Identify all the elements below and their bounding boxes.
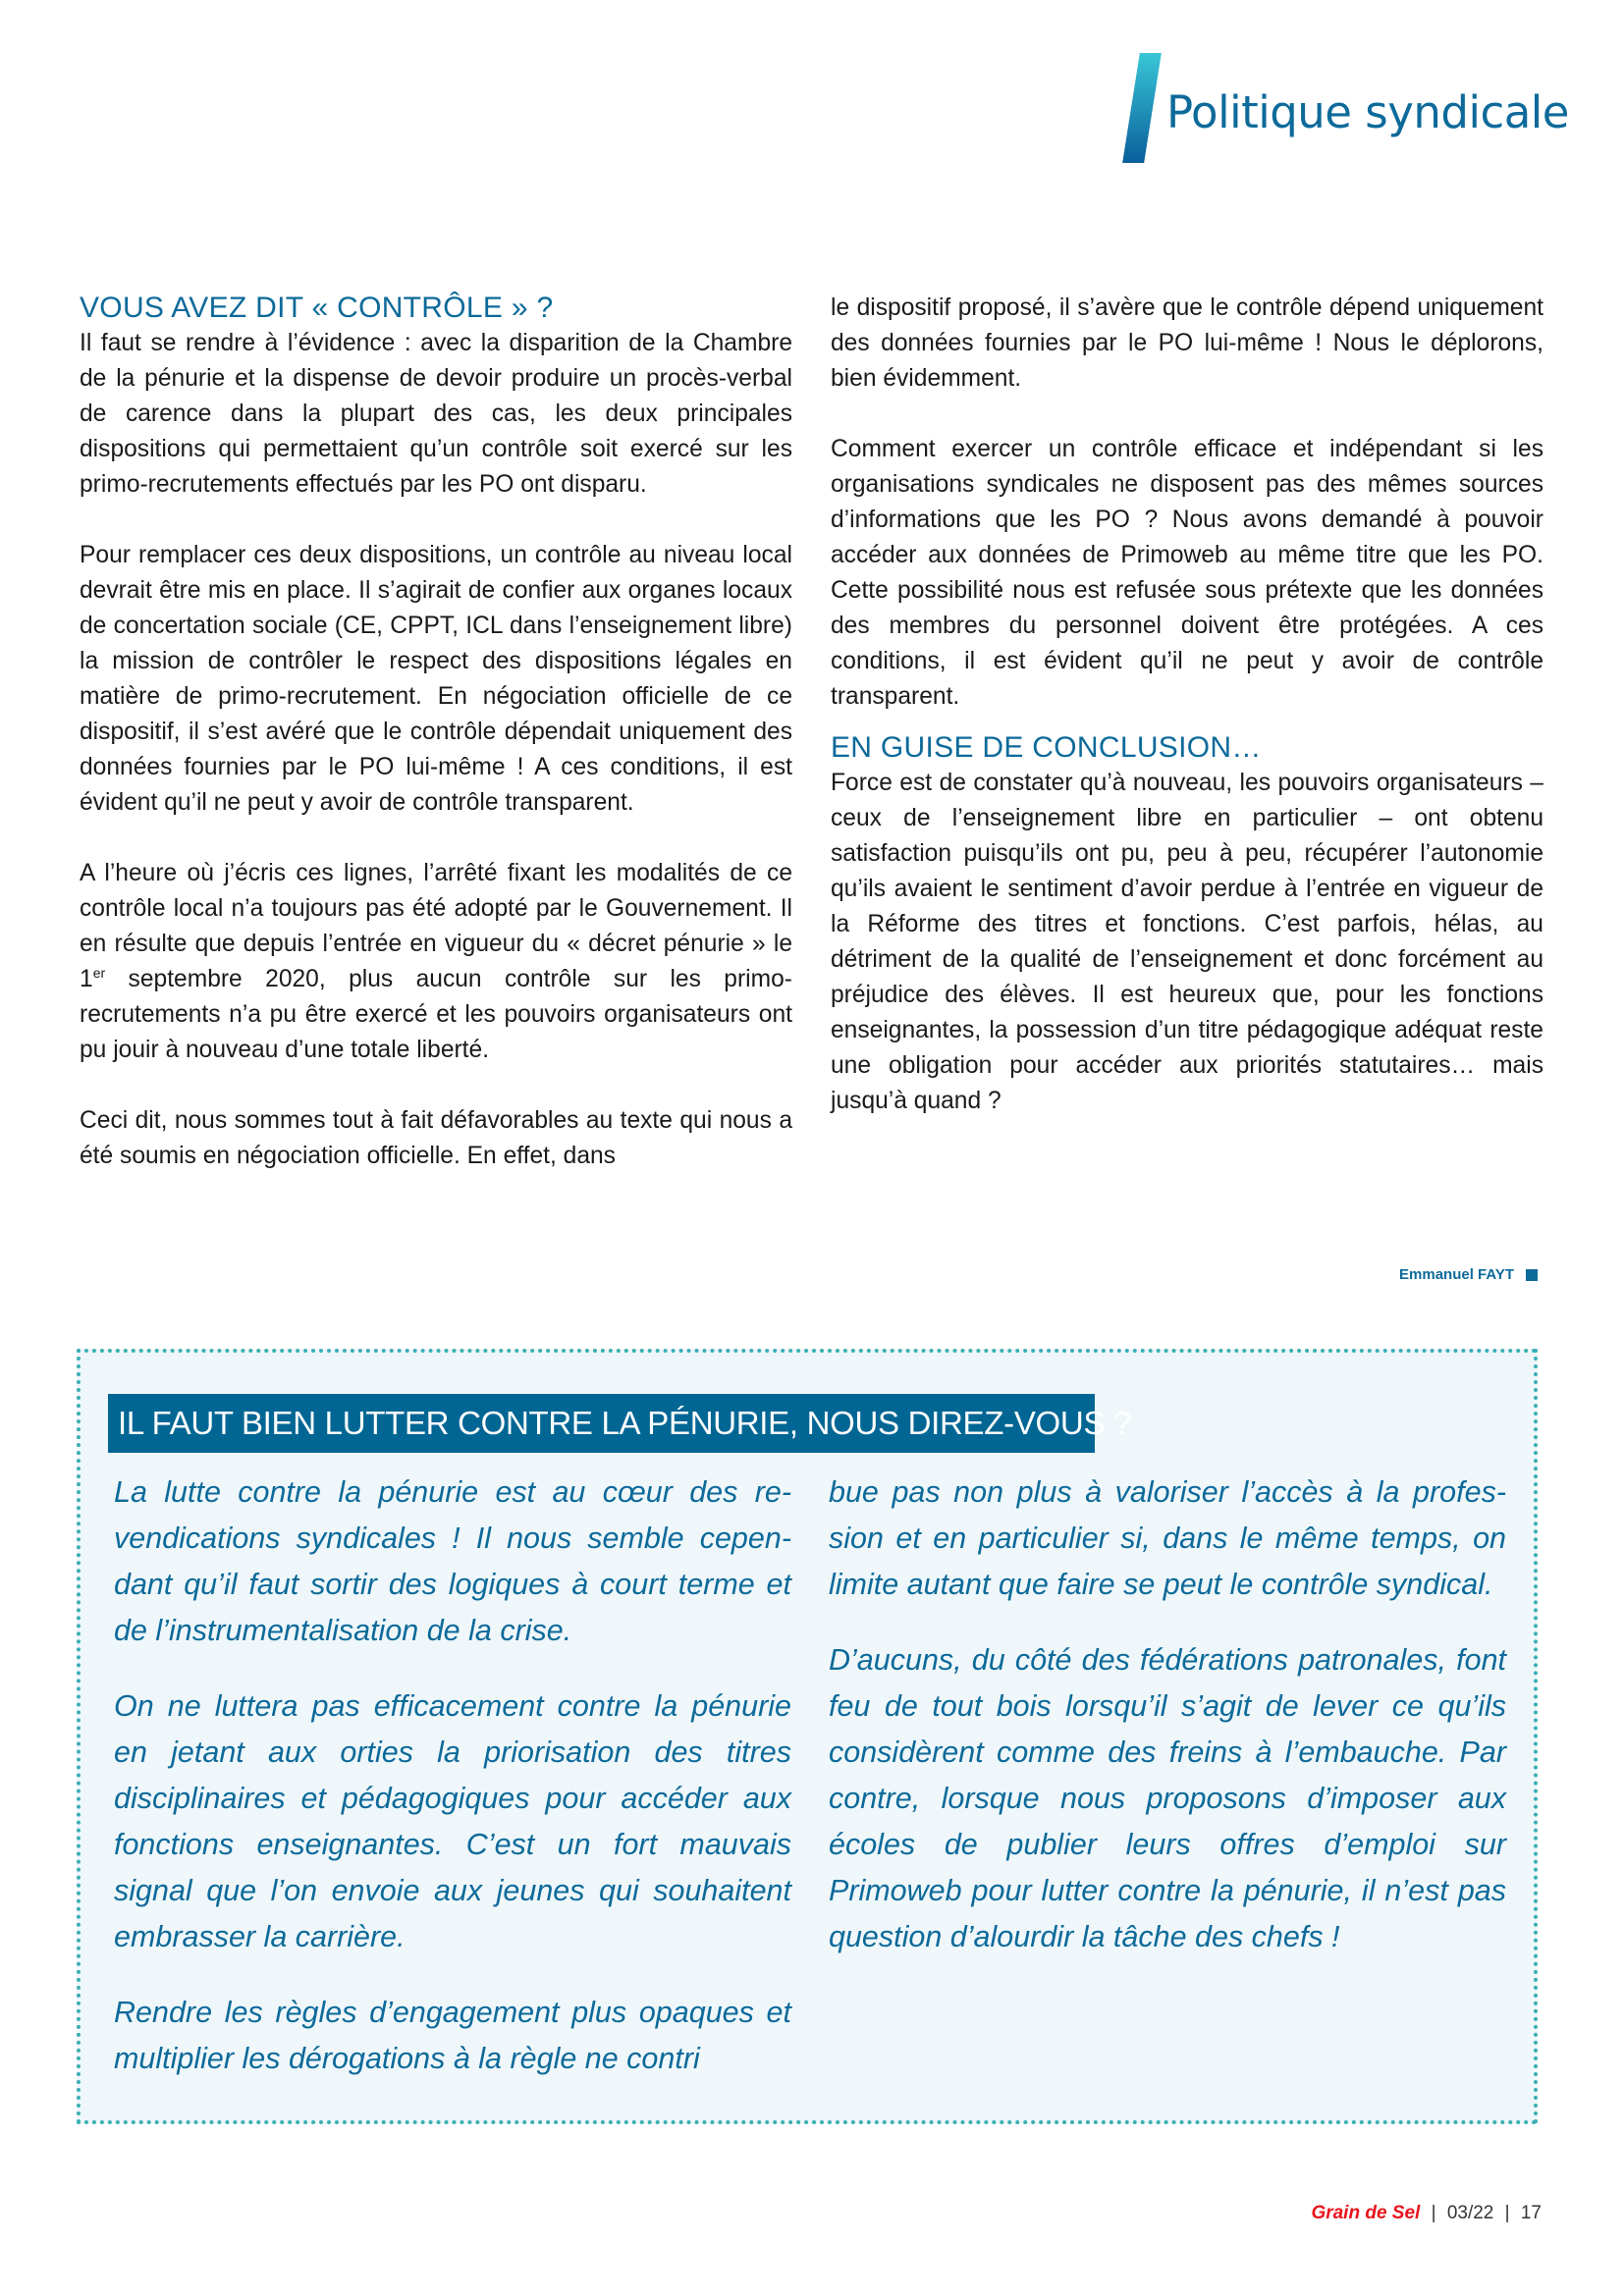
paragraph-text: A l’heure où j’écris ces lignes, l’arrêté fixant les modalités de ce contrôle local n’a toujours pas été adopté par le Gouvernement. Il en résulte que depuis l’entrée en vigueur du « décret pénurie » le 1 [80, 860, 792, 992]
page-number: 17 [1520, 2203, 1542, 2223]
section-heading-conclusion: EN GUISE DE CONCLUSION… [831, 731, 1262, 764]
footer-separator: | [1431, 2203, 1436, 2223]
ordinal-superscript: er [92, 964, 106, 981]
article-paragraph [80, 856, 792, 1068]
article-right-column [831, 291, 1543, 1154]
section-heading-controle: VOUS AVEZ DIT « CONTRÔLE » ? [80, 292, 554, 324]
author-name: Emmanuel FAYT [1399, 1266, 1514, 1283]
inset-title: IL FAUT BIEN LUTTER CONTRE LA PÉNURIE, NOUS DIREZ-VOUS ? [108, 1394, 1095, 1453]
article-paragraph: le dispositif proposé, il s’avère que le contrôle dépend uniquement des données fournies par le PO lui-même ! Nous le déplorons, bien évidemment. [831, 294, 1543, 392]
header-slash-decoration [1122, 53, 1162, 163]
article-paragraph: Comment exercer un contrôle efficace et indépendant si les organisations syndicales ne disposent pas des mêmes sources d’informations que les PO ? Nous avons demandé à pouvoir accéder aux données de Primoweb au même titre que les PO. Cette possibilité nous est refusée sous prétexte que les données des membres du personnel doivent être protégées. A ces conditions, il est évident qu’il ne peut y avoir de contrôle transparent. [831, 436, 1543, 710]
article-paragraph: Ceci dit, nous sommes tout à fait défavorables au texte qui nous a été soumis en négociation officielle. En effet, dans [80, 1107, 792, 1169]
author-signature [1399, 1266, 1538, 1283]
inset-paragraph: Rendre les règles d’engagement plus opaques et multiplier les dérogations à la règle ne contri [114, 1996, 791, 2075]
section-title: Politique syndicale [1166, 86, 1569, 138]
inset-right-column [829, 1469, 1506, 1990]
article-paragraph: Pour remplacer ces deux dispositions, un contrôle au niveau local devrait être mis en place. Il s’agirait de confier aux organes locaux de concertation sociale (CE, CPPT, ICL dans l’enseignement libre) la mission de contrôler le respect des dispositions légales en matière de primo-recrutement. En négociation officielle de ce dispositif, il s’est avéré que le contrôle dépendait uniquement des données fournies par le PO lui-même ! A ces conditions, il est évident qu’il ne peut y avoir de contrôle transparent. [80, 542, 792, 816]
article-paragraph: Il faut se rendre à l’évidence : avec la disparition de la Chambre de la pénurie et la dispense de devoir produire un procès-verbal de carence dans la plupart des cas, les deux principales dispositions qui permettaient qu’un contrôle soit exercé sur les primo-recrutements effectués par les PO ont disparu. [80, 330, 792, 498]
issue-number: 03/22 [1446, 2203, 1494, 2223]
inset-paragraph: bue pas non plus à valoriser l’accès à la profession et en particulier si, dans le même temps, on limite autant que faire se peut le contrôle syndical. [829, 1475, 1506, 1601]
footer-separator: | [1504, 2203, 1510, 2223]
publication-name: Grain de Sel [1311, 2203, 1421, 2223]
article-paragraph: Force est de constater qu’à nouveau, les pouvoirs organisateurs – ceux de l’enseignement libre en particulier – ont obtenu satisfaction puisqu’ils ont pu, peu à peu, récupérer l’autonomie qu’ils avaient le sentiment d’avoir perdue à l’entrée en vigueur de la Réforme des titres et fonctions. C’est parfois, hélas, au détriment de la qualité de l’enseignement et donc forcément au préjudice des élèves. Il est heureux que, pour les fonctions enseignantes, la possession d’un titre pédagogique adéquat reste une obligation pour accéder aux priorités statutaires… mais jusqu’à quand ? [831, 770, 1543, 1114]
inset-left-column [114, 1469, 791, 2111]
article-left-column [80, 291, 792, 1209]
page-footer [1311, 2203, 1542, 2224]
inset-paragraph: On ne luttera pas efficacement contre la pénurie en jetant aux orties la priorisation des titres disciplinaires et pédagogiques pour accéder aux fonctions enseignantes. C’est un fort mauvais signal que l’on envoie aux jeunes qui souhaitent embrasser la carrière. [114, 1689, 791, 1953]
inset-paragraph: La lutte contre la pénurie est au cœur des revendications syndicales ! Il nous semble cependant qu’il faut sortir des logiques à court terme et de l’instrumentalisation de la crise. [114, 1475, 791, 1647]
inset-paragraph: D’aucuns, du côté des fédérations patronales, font feu de tout bois lorsqu’il s’agit de lever ce qu’ils considèrent comme des freins à l’embauche. Par contre, lorsque nous proposons d’imposer aux écoles de publier leurs offres d’emploi sur Primoweb pour lutter contre la pénurie, il n’est pas question d’alourdir la tâche des chefs ! [829, 1643, 1506, 1953]
end-mark-square-icon [1526, 1269, 1538, 1281]
paragraph-text: septembre 2020, plus aucun contrôle sur les primo-recrutements n’a pu être exercé et les pouvoirs organisateurs ont pu jouir à nouveau d’une totale liberté. [80, 966, 792, 1063]
section-header [1119, 49, 1591, 138]
